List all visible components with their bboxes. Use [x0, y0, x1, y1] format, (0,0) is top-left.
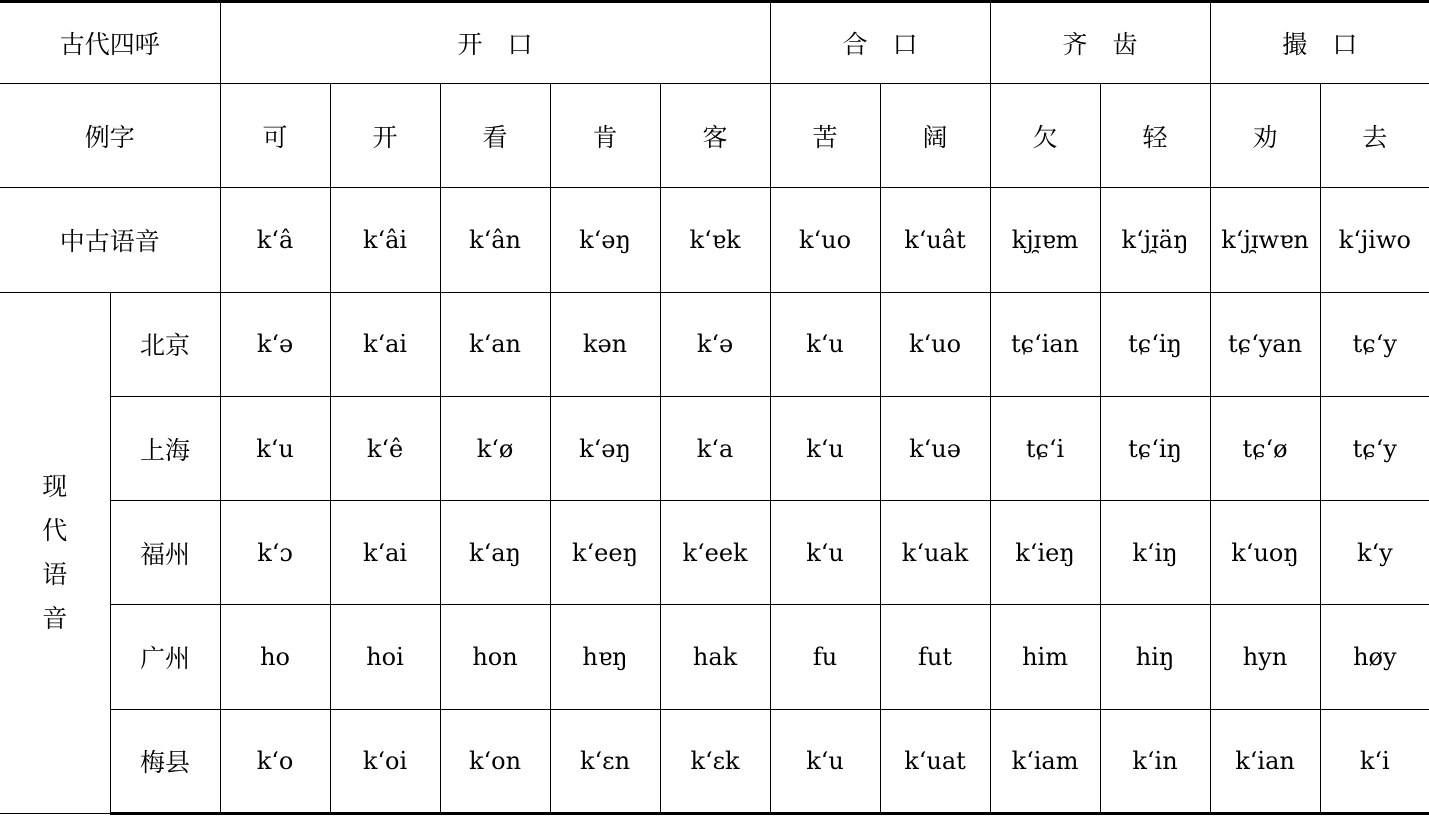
dialect-value: k‘u [770, 396, 880, 500]
dialect-value: k‘ə [220, 292, 330, 396]
dialect-value: k‘ai [330, 292, 440, 396]
example-char: 轻 [1100, 84, 1210, 188]
mc-value: k‘ân [440, 188, 550, 292]
dialect-value: him [990, 605, 1100, 709]
dialect-name: 广州 [110, 605, 220, 709]
dialect-value: k‘o [220, 709, 330, 813]
dialect-value: k‘y [1320, 501, 1429, 605]
dialect-value: hoi [330, 605, 440, 709]
dialect-row-beijing [0, 292, 1429, 396]
mc-value: k‘ɐk [660, 188, 770, 292]
example-char: 可 [220, 84, 330, 188]
dialect-name: 梅县 [110, 709, 220, 813]
examples-label: 例字 [0, 84, 220, 188]
corner-label: 古代四呼 [0, 2, 220, 84]
example-char: 欠 [990, 84, 1100, 188]
mc-value: k‘â [220, 188, 330, 292]
mc-value: kjɪ̯ɐm [990, 188, 1100, 292]
dialect-value: tɕ‘iŋ [1100, 292, 1210, 396]
dialect-row-shanghai [0, 396, 1429, 500]
example-char: 去 [1320, 84, 1429, 188]
dialect-value: k‘uat [880, 709, 990, 813]
dialect-value: kən [550, 292, 660, 396]
dialect-value: ho [220, 605, 330, 709]
dialect-value: k‘u [770, 709, 880, 813]
middle-chinese-row [0, 188, 1429, 292]
middle-chinese-label: 中古语音 [0, 188, 220, 292]
dialect-value: k‘ø [440, 396, 550, 500]
dialect-name: 北京 [110, 292, 220, 396]
dialect-value: k‘ieŋ [990, 501, 1100, 605]
group-header-qichi: 齐 齿 [990, 2, 1210, 84]
dialect-value: tɕ‘yan [1210, 292, 1320, 396]
dialect-value: k‘i [1320, 709, 1429, 813]
dialect-value: tɕ‘ø [1210, 396, 1320, 500]
example-char: 阔 [880, 84, 990, 188]
examples-row [0, 84, 1429, 188]
dialect-value: tɕ‘iŋ [1100, 396, 1210, 500]
dialect-value: k‘ê [330, 396, 440, 500]
dialect-value: fu [770, 605, 880, 709]
example-char: 开 [330, 84, 440, 188]
header-row [0, 2, 1429, 84]
dialect-value: k‘iam [990, 709, 1100, 813]
dialect-row-fuzhou [0, 501, 1429, 605]
dialect-value: tɕ‘y [1320, 292, 1429, 396]
modern-label: 现代语音 [42, 471, 68, 633]
mc-value: k‘jɪ̯wɐn [1210, 188, 1320, 292]
dialect-value: k‘ai [330, 501, 440, 605]
dialect-value: fut [880, 605, 990, 709]
dialect-value: k‘eeŋ [550, 501, 660, 605]
dialect-value: k‘uo [880, 292, 990, 396]
mc-value: k‘jɪ̯äŋ [1100, 188, 1210, 292]
dialect-name: 福州 [110, 501, 220, 605]
dialect-value: k‘in [1100, 709, 1210, 813]
example-char: 劝 [1210, 84, 1320, 188]
dialect-value: k‘əŋ [550, 396, 660, 500]
dialect-value: hak [660, 605, 770, 709]
dialect-value: k‘ɛk [660, 709, 770, 813]
dialect-value: k‘uoŋ [1210, 501, 1320, 605]
example-char: 看 [440, 84, 550, 188]
dialect-row-meixian [0, 709, 1429, 813]
mc-value: k‘âi [330, 188, 440, 292]
dialect-value: hon [440, 605, 550, 709]
dialect-value: k‘u [770, 292, 880, 396]
dialect-name: 上海 [110, 396, 220, 500]
modern-label-cell [0, 292, 110, 813]
dialect-value: k‘ian [1210, 709, 1320, 813]
dialect-value: hiŋ [1100, 605, 1210, 709]
dialect-value: k‘a [660, 396, 770, 500]
dialect-value: tɕ‘i [990, 396, 1100, 500]
dialect-value: k‘ə [660, 292, 770, 396]
dialect-value: k‘iŋ [1100, 501, 1210, 605]
dialect-value: k‘on [440, 709, 550, 813]
dialect-value: k‘u [770, 501, 880, 605]
dialect-value: hɐŋ [550, 605, 660, 709]
mc-value: k‘jiwo [1320, 188, 1429, 292]
dialect-value: høy [1320, 605, 1429, 709]
dialect-value: k‘aŋ [440, 501, 550, 605]
mc-value: k‘əŋ [550, 188, 660, 292]
dialect-value: k‘ɔ [220, 501, 330, 605]
dialect-value: k‘uak [880, 501, 990, 605]
example-char: 苦 [770, 84, 880, 188]
example-char: 肯 [550, 84, 660, 188]
dialect-value: k‘uə [880, 396, 990, 500]
mc-value: k‘uât [880, 188, 990, 292]
dialect-value: k‘an [440, 292, 550, 396]
group-header-cuokou: 撮 口 [1210, 2, 1429, 84]
dialect-value: k‘ɛn [550, 709, 660, 813]
dialect-row-guangzhou [0, 605, 1429, 709]
example-char: 客 [660, 84, 770, 188]
group-header-hekou: 合 口 [770, 2, 990, 84]
mc-value: k‘uo [770, 188, 880, 292]
group-header-kaikou: 开 口 [220, 2, 770, 84]
dialect-value: tɕ‘y [1320, 396, 1429, 500]
dialect-value: k‘u [220, 396, 330, 500]
dialect-value: k‘oi [330, 709, 440, 813]
dialect-value: k‘eek [660, 501, 770, 605]
dialect-value: hyn [1210, 605, 1320, 709]
dialect-value: tɕ‘ian [990, 292, 1100, 396]
